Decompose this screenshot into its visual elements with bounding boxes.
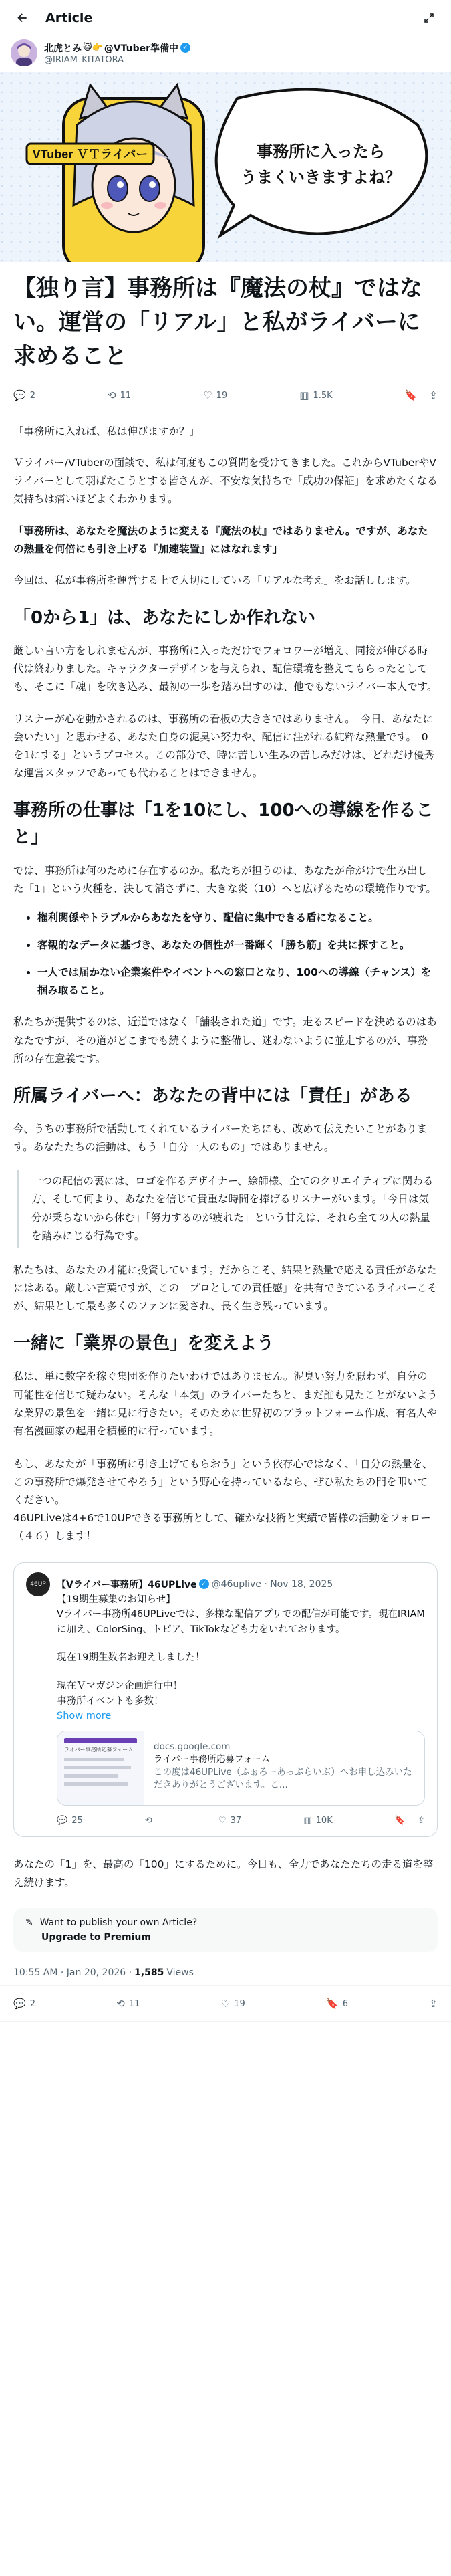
like-button[interactable] bbox=[203, 389, 227, 401]
list-item: • 権利関係やトラブルからあなたを守り、配信に集中できる盾になること。 bbox=[37, 909, 438, 927]
link-description: この度は46UPLive（ふぉろーあっぷらいぶ）へお申し込みいただきありがとうございます。こ... bbox=[154, 1766, 412, 1790]
link-preview-card[interactable] bbox=[57, 1731, 425, 1806]
embedded-reply-count: 25 bbox=[71, 1816, 83, 1826]
heart-icon: ♡ bbox=[218, 1816, 227, 1826]
embedded-line: 【19期生募集のお知らせ】 bbox=[57, 1594, 176, 1605]
paragraph: では、事務所は何のために存在するのか。私たちが担うのは、あなたが命がけで生み出した「1」という火種を、決して消さずに、大きな炎（10）へと広げるための環境作りです。 bbox=[13, 864, 436, 895]
back-arrow-icon[interactable] bbox=[11, 7, 33, 29]
embedded-action-bar bbox=[57, 1810, 425, 1832]
reply-count: 2 bbox=[29, 390, 35, 401]
views-chart-icon: ▥ bbox=[299, 389, 309, 401]
reply-button[interactable] bbox=[13, 389, 35, 401]
author-row[interactable] bbox=[0, 35, 451, 72]
section-heading: 事務所の仕事は「1を10にし、100への導線を作ること」 bbox=[13, 800, 434, 848]
section-heading: 「0から1」は、あなたにしか作れない bbox=[13, 607, 316, 628]
reply-icon: 💬 bbox=[57, 1816, 68, 1826]
embedded-handle-date: @46uplive · Nov 18, 2025 bbox=[211, 1578, 333, 1590]
bullet-list bbox=[13, 909, 438, 1000]
repost-button[interactable] bbox=[108, 389, 131, 401]
repost-icon: ⟲ bbox=[144, 1816, 152, 1826]
embedded-line: 現在Ｖマガジン企画進行中！ bbox=[57, 1681, 183, 1692]
top-bar bbox=[0, 0, 451, 35]
share-icon[interactable]: ⇪ bbox=[418, 1816, 425, 1826]
embedded-like-count: 37 bbox=[230, 1816, 242, 1826]
author-emoji: 😺👉 bbox=[83, 43, 103, 53]
repost-icon: ⟲ bbox=[108, 389, 116, 401]
share-button[interactable] bbox=[429, 1998, 438, 2010]
like-count: 19 bbox=[216, 390, 228, 401]
author-handle[interactable]: @IRIAM_KITATORA bbox=[44, 54, 124, 65]
views-chart-icon: ▥ bbox=[303, 1816, 312, 1826]
list-item: • 一人では届かない企業案件やイベントへの窓口となり、100への導線（チャンス）を掴み取ること。 bbox=[37, 964, 438, 1000]
paragraph: 私たちは、あなたの才能に投資しています。だからこそ、結果と熱量で応える責任があなたにはある。厳しい言葉ですが、この「プロとしての責任感」を共有できているライバーこそが、結果として最も多くのファンに愛され、長く生き残っています。 bbox=[13, 1263, 438, 1313]
bookmark-icon[interactable]: 🔖 bbox=[394, 1816, 406, 1826]
bookmark-button[interactable] bbox=[326, 1998, 348, 2010]
verified-badge-icon: ✓ bbox=[199, 1579, 209, 1589]
embedded-line: Vライバー事務所46UPLiveでは、多様な配信アプリでの配信が可能です。現在IRIAMに加え、ColorSing、トピア、TikTokなども力をいれております。 bbox=[57, 1609, 425, 1635]
paragraph: 厳しい言い方をしれませんが、事務所に入っただけでフォロワーが増え、同接が伸びる時代は終わりました。キャラクターデザインを与えられ、配信環境を整えてもらったとしても、そこに「魂」を吹き込み、最初の一歩を踏み出すのは、他でもないライバー本人です。 bbox=[13, 645, 438, 693]
upgrade-premium-link[interactable]: Upgrade to Premium bbox=[41, 1932, 151, 1943]
embedded-like-button[interactable] bbox=[218, 1816, 241, 1826]
views-number: 1,585 bbox=[134, 1967, 164, 1979]
embedded-repost-button[interactable] bbox=[145, 1816, 156, 1826]
embedded-post[interactable] bbox=[13, 1562, 438, 1837]
embedded-line: 事務所イベントも多数！ bbox=[57, 1695, 164, 1707]
paragraph: 私たちが提供するのは、近道ではなく「舗装された道」です。走るスピードを決めるのはあなたですが、その道がどこまでも続くように整備し、迷わないように並走するのが、事務所の存在意義です。 bbox=[13, 1016, 437, 1065]
page-title: Article bbox=[45, 10, 93, 25]
embedded-reply-button[interactable] bbox=[57, 1816, 83, 1826]
paragraph: 今回は、私が事務所を運営する上で大切にしている「リアルな考え」をお話しします。 bbox=[13, 574, 416, 586]
repost-count: 11 bbox=[128, 1998, 140, 2009]
expand-icon[interactable] bbox=[418, 7, 440, 29]
embedded-views-button[interactable] bbox=[303, 1816, 332, 1826]
paragraph: 今、うちの事務所で活動してくれているライバーたちにも、改めて伝えたいことがあります。あなたたちの活動は、もう「自分一人のもの」ではありません。 bbox=[13, 1123, 428, 1154]
article-body bbox=[0, 423, 451, 1892]
share-icon: ⇪ bbox=[429, 1998, 438, 2010]
top-action-bar bbox=[0, 382, 451, 409]
article-pen-icon: ✎ bbox=[25, 1917, 33, 1929]
divider bbox=[0, 2021, 451, 2022]
quote-text: 一つの配信の裏には、ロゴを作るデザイナー、絵師様、全てのクリエイティブに関わる方、そして何より、あなたを信じて貴重な時間を捧げるリスナーがいます。「今日は気分が乗らないから休む」「努力するのが疲れた」という甘えは、それら全ての人の熱量を踏みにじる行為です。 bbox=[31, 1175, 434, 1242]
thumb-text: ライバー事務所応募フォーム bbox=[64, 1746, 134, 1753]
post-timestamp[interactable]: 10:55 AM · Jan 20, 2026 · bbox=[13, 1967, 132, 1979]
reply-icon: 💬 bbox=[13, 1998, 26, 2010]
embedded-post-text bbox=[57, 1592, 425, 1724]
bubble-line2: うまくいきますよね？ bbox=[241, 169, 401, 187]
cover-illustration bbox=[0, 72, 451, 262]
bookmark-icon[interactable]: 🔖 bbox=[404, 389, 418, 401]
bookmark-icon: 🔖 bbox=[326, 1998, 339, 2010]
paragraph: あなたの「1」を、最高の「100」にするために。今日も、全力であなたたちの走る道を整え続けます。 bbox=[13, 1858, 434, 1889]
publish-article-cta bbox=[13, 1908, 438, 1952]
paragraph: 私は、単に数字を稼ぐ集団を作りたいわけではありません。泥臭い努力を厭わず、自分の可能性を信じて疑わない。そんな「本気」のライバーたちと、まだ誰も見たことがないような業界の景色を一緒に見に行きたい。そのために世界初のプラットフォーム作成、有名人や有名漫画家の起用を積極的に行っています。 bbox=[13, 1370, 438, 1437]
embedded-line: 現在19期生数名お迎えしました！ bbox=[57, 1652, 205, 1664]
link-title: ライバー事務所応募フォーム bbox=[154, 1753, 271, 1765]
reply-button[interactable] bbox=[13, 1998, 35, 2010]
article-cover-image bbox=[0, 72, 451, 262]
embedded-author-name[interactable]: 【Vライバー事務所】46UPLive bbox=[57, 1579, 197, 1590]
author-display-name[interactable]: 北虎とみ bbox=[44, 43, 82, 54]
author-avatar[interactable] bbox=[11, 39, 37, 66]
like-button[interactable] bbox=[221, 1998, 245, 2010]
paragraph: リスナーが心を動かされるのは、事務所の看板の大きさではありません。「今日、あなたに会いたい」と思わせる、あなた自身の泥臭い努力や、配信に注がれる純粋な熱量です。「0を1にする」というプロセス。この部分で、時に苦しい生みの苦しみだけは、どれだけ優秀な運営スタッフであっても代わることはできません。 bbox=[13, 712, 435, 779]
reply-icon: 💬 bbox=[13, 389, 26, 401]
banner-label: VTuber ＶＴライバー bbox=[32, 148, 148, 161]
paragraph: もし、あなたが「事務所に引き上げてもらおう」という依存心ではなく、「自分の熱量を、この事務所で爆発させてやろう」という野心を持っているなら、ぜひ私たちの門を叩いてください。 bbox=[13, 1457, 433, 1507]
repost-icon: ⟲ bbox=[116, 1998, 125, 2010]
repost-count: 11 bbox=[120, 390, 132, 401]
embedded-avatar[interactable]: 46UP bbox=[26, 1572, 50, 1596]
like-count: 19 bbox=[234, 1998, 245, 2009]
views-count: 1.5K bbox=[313, 390, 333, 401]
heart-icon: ♡ bbox=[220, 1998, 231, 2010]
paragraph-bold: 「事務所は、あなたを魔法のように変える『魔法の杖』ではありません。ですが、あなたの熱量を何倍にも引き上げる『加速装置』にはなれます」 bbox=[13, 524, 428, 555]
post-meta bbox=[0, 1960, 451, 1985]
show-more-link[interactable]: Show more bbox=[57, 1711, 112, 1722]
article-headline: 【独り言】事務所は『魔法の杖』ではない。運営の「リアル」と私がライバーに求めること bbox=[13, 275, 422, 370]
paragraph: Ｖライバー/VTuberの面談で、私は何度もこの質問を受けてきました。これからVTuberやVライバーとして羽ばたこうとする皆さんが、不安な気持ちで「成功の保証」を求めたくなる気持ちは痛いほどよくわかります。 bbox=[13, 457, 438, 506]
embedded-views-count: 10K bbox=[315, 1816, 333, 1826]
blockquote bbox=[17, 1170, 438, 1248]
bottom-action-bar bbox=[0, 1986, 451, 2021]
author-handle-display: @VTuber準備中 bbox=[104, 43, 178, 54]
paragraph: 46UPLiveは4+6で10UPできる事務所として、確かな技術と実績で皆様の活動をフォロー（４６）します！ bbox=[13, 1512, 431, 1543]
section-heading: 所属ライバーへ：あなたの背中には「責任」がある bbox=[13, 1085, 412, 1106]
section-heading: 一緒に「業界の景色」を変えよう bbox=[13, 1333, 275, 1354]
heart-icon: ♡ bbox=[203, 389, 212, 401]
intro-question: 「事務所に入れば、私は伸びますか？」 bbox=[13, 425, 200, 437]
share-icon[interactable]: ⇪ bbox=[429, 389, 438, 401]
reply-count: 2 bbox=[29, 1998, 35, 2009]
bubble-line1: 事務所に入ったら bbox=[257, 143, 385, 161]
link-thumbnail bbox=[57, 1731, 144, 1806]
list-item: • 客観的なデータに基づき、あなたの個性が一番輝く「勝ち筋」を共に探すこと。 bbox=[37, 936, 438, 954]
verified-badge-icon: ✓ bbox=[180, 43, 190, 53]
repost-button[interactable] bbox=[116, 1998, 140, 2010]
publish-cta-title: Want to publish your own Article? bbox=[39, 1917, 198, 1929]
bookmark-count: 6 bbox=[342, 1998, 349, 2009]
link-domain: docs.google.com bbox=[154, 1741, 231, 1752]
views-button[interactable] bbox=[299, 389, 332, 401]
views-label: Views bbox=[166, 1967, 194, 1979]
